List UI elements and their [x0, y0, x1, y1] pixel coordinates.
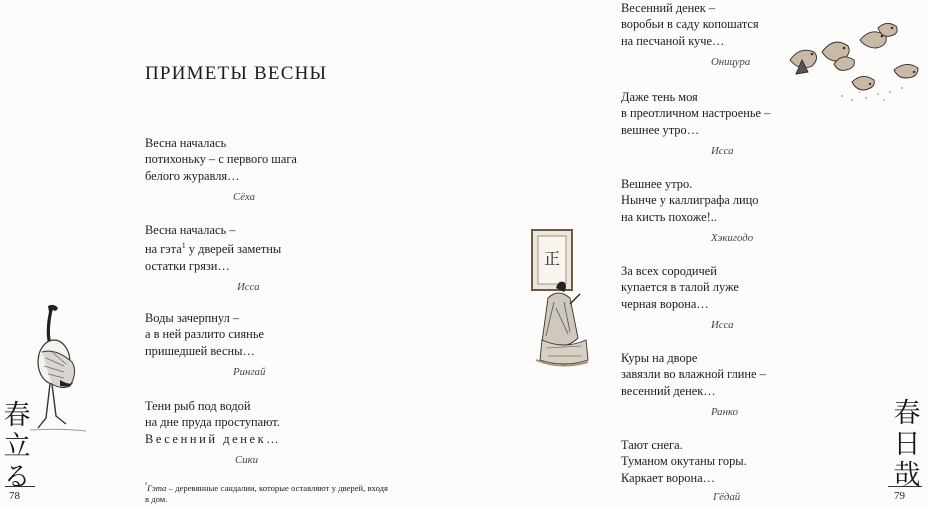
poem-line: белого журавля… — [145, 168, 240, 183]
poem-author: Рингай — [233, 365, 266, 378]
calligraphy-glyph: る — [3, 462, 31, 493]
poem — [145, 398, 385, 466]
poem-author: Исса — [237, 281, 260, 294]
poem-line: потихоньку – с первого шага — [145, 152, 297, 167]
sparrows-illustration — [782, 22, 928, 107]
poem-author: Гёдай — [713, 490, 741, 503]
footnote-mark: ¹ — [145, 481, 148, 489]
poem — [145, 222, 385, 293]
poem-line: вешнее утро… — [621, 122, 700, 137]
poem-line: воробьи в саду копошатся — [621, 17, 759, 32]
poem-line: Даже тень моя — [621, 90, 698, 104]
poem-line: Весна началась – — [145, 223, 236, 237]
poem-author: Оницура — [711, 55, 751, 68]
poem-line: За всех сородичей — [621, 264, 717, 278]
poem — [621, 437, 861, 503]
poem-line: пришедшей весны… — [145, 343, 255, 358]
poem — [621, 176, 861, 244]
page-number-rule — [888, 486, 922, 487]
footnote-text: – деревянные сандалии, которые оставляют у дверей, входя в дом. — [145, 482, 388, 504]
calligraphy-glyph: 春 — [893, 398, 921, 429]
calligraphy-glyph: 立 — [3, 431, 31, 462]
calligrapher-illustration — [526, 228, 592, 372]
poem-line: весенний денек… — [621, 383, 716, 398]
poem — [145, 310, 385, 378]
page-number: 78 — [9, 490, 20, 502]
poem-line: в преотличном настроенье – — [621, 106, 771, 121]
poem-author: Исса — [711, 144, 734, 157]
poem-line: Куры на дворе — [621, 351, 698, 365]
poem-line: Тают снега. — [621, 438, 683, 452]
footnote — [145, 480, 388, 505]
poem-author: Исса — [711, 318, 734, 331]
poem-line: Весенний денек – — [621, 1, 716, 15]
poem-line: Каркает ворона… — [621, 470, 716, 485]
poem-line: Тени рыб под водой — [145, 399, 251, 413]
poem-line: черная ворона… — [621, 296, 709, 311]
poem-line: Весенний денек… — [145, 431, 282, 446]
calligraphy-glyph: 日 — [893, 429, 921, 460]
calligraphy-column-right — [890, 398, 924, 491]
poem-line: на песчаной куче… — [621, 33, 725, 48]
calligraphy-glyph: 春 — [3, 400, 31, 431]
calligraphy-column-left — [0, 400, 34, 493]
poem — [621, 350, 861, 418]
page-number: 79 — [894, 490, 905, 502]
poem — [145, 135, 385, 203]
poem-author: Сёха — [233, 190, 256, 203]
calligraphy-glyph: 哉 — [893, 460, 921, 491]
page-number-rule — [5, 486, 35, 487]
poem-line: Воды зачерпнул – — [145, 311, 240, 325]
poem — [621, 263, 861, 331]
poem-line: остатки грязи… — [145, 258, 230, 273]
poem-author: Сики — [235, 453, 259, 466]
page-title: ПРИМЕТЫ ВЕСНЫ — [145, 63, 328, 84]
poem-author: Хэкигодо — [711, 231, 754, 244]
poem-line: Весна началась — [145, 136, 227, 150]
footnote-term: Гэта — [147, 482, 167, 493]
poem-line: Вешнее утро. — [621, 177, 693, 191]
poem-line: а в ней разлито сиянье — [145, 327, 264, 342]
footnote-reference: 1 — [181, 241, 186, 251]
poem-line: на кисть похоже!.. — [621, 209, 717, 224]
svg-text:正: 正 — [543, 249, 561, 268]
poem-line: завязли во влажной глине – — [621, 367, 766, 382]
poem-line: Нынче у каллиграфа лицо — [621, 193, 759, 208]
right-page — [464, 0, 928, 507]
poem-author: Ранко — [711, 405, 738, 418]
poem-line: на гэта$^1$ у дверей заметны — [145, 241, 282, 257]
poem-line: Туманом окутаны горы. — [621, 454, 747, 469]
poem-line: на дне пруда проступают. — [145, 415, 280, 430]
poem-line: купается в талой луже — [621, 280, 739, 295]
